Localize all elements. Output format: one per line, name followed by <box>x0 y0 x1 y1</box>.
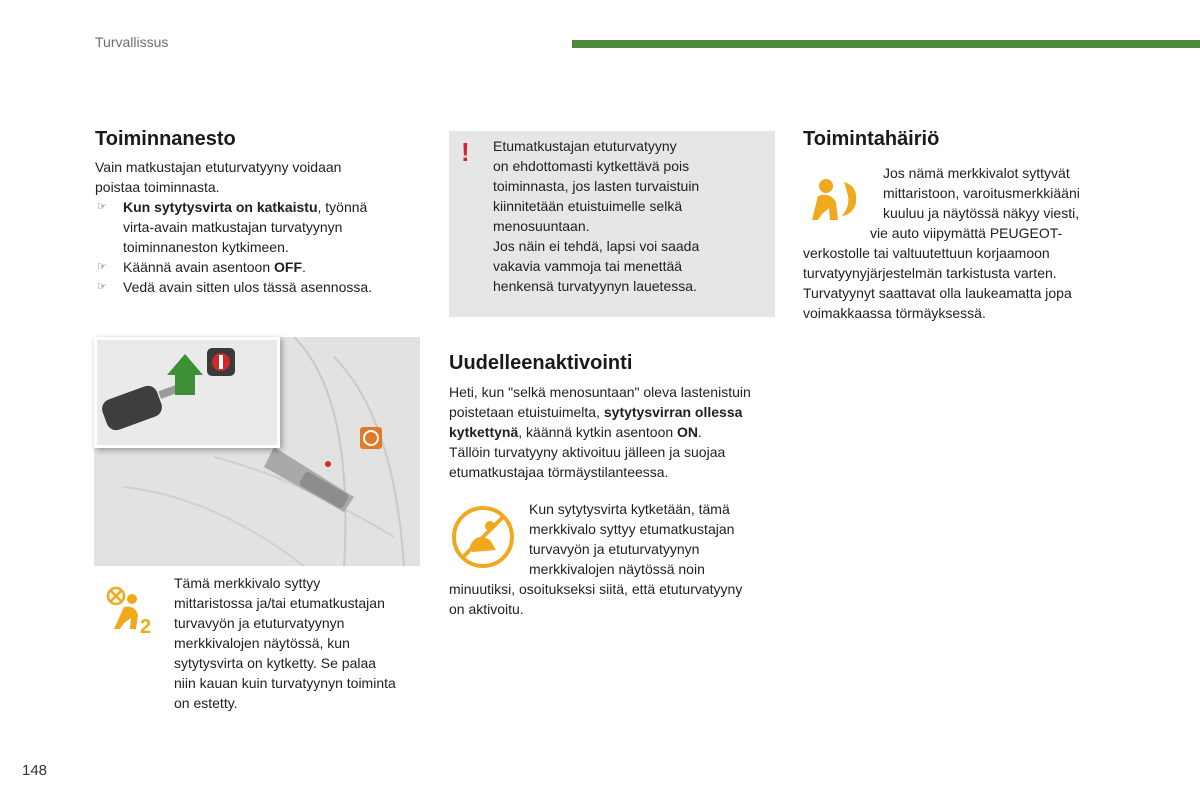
bullet-pointer-icon: ☞ <box>97 201 107 213</box>
bullet-pointer-icon: ☞ <box>97 261 107 273</box>
step1-line: toiminnaneston kytkimeen. <box>123 239 289 255</box>
step-item <box>95 277 425 297</box>
body-line: kuuluu ja näytössä näkyy viesti, <box>883 205 1080 221</box>
para-text: poistetaan etuistuimelta, <box>449 404 604 420</box>
warning-line: vakavia vammoja tai menettää <box>493 258 683 274</box>
body-line: vie auto viipymättä PEUGEOT- <box>870 225 1063 241</box>
col2-lamp-note <box>449 499 779 619</box>
title-toiminnanesto: Toiminnanesto <box>95 128 236 150</box>
para-text: . <box>698 424 702 440</box>
warning-line: Etumatkustajan etuturvatyyny <box>493 138 677 154</box>
step1-line: virta-avain matkustajan turvatyynyn <box>123 219 343 235</box>
col1-steps <box>95 197 425 297</box>
col1-intro-line: Vain matkustajan etuturvatyyny voidaan <box>95 159 342 175</box>
body-line: mittaristoon, varoitusmerkkiääni <box>883 185 1080 201</box>
lamp-note-line: turvavyön ja etuturvatyynyn <box>529 541 700 557</box>
para-bold: ON <box>677 424 699 440</box>
warning-line: henkensä turvatyynyn lauetessa. <box>493 278 697 294</box>
col1-intro-line: poistaa toiminnasta. <box>95 179 220 195</box>
body-line: verkostolle tai valtuutettuun korjaamoon <box>803 245 1050 261</box>
col1-body <box>95 157 425 297</box>
col1-lamp-note <box>174 573 434 713</box>
para-line: etumatkustajaa törmäystilanteessa. <box>449 464 669 480</box>
step-item <box>95 197 425 257</box>
warning-line: Jos näin ei tehdä, lapsi voi saada <box>493 238 700 254</box>
para-line <box>449 422 779 442</box>
step-item <box>95 257 425 277</box>
bullet-pointer-icon: ☞ <box>97 281 107 293</box>
warning-line: on ehdottomasti kytkettävä pois <box>493 158 690 174</box>
lamp-note-line: sytytysvirta on kytketty. Se palaa <box>174 655 377 671</box>
header-accent-bar <box>572 40 1200 48</box>
warning-line: kiinnitetään etuistuimelle selkä <box>493 198 683 214</box>
para-bold: sytytysvirran ollessa <box>603 404 743 420</box>
col3-body <box>803 163 1133 323</box>
body-line: Turvatyynyt saattavat olla laukeamatta jopa <box>803 285 1072 301</box>
warning-exclamation-icon: ! <box>461 137 470 167</box>
reactivation-paragraph <box>449 382 779 482</box>
step3-text: Vedä avain sitten ulos tässä asennossa. <box>123 279 373 295</box>
para-bold: kytkettynä <box>449 424 519 440</box>
title-uudelleenaktivointi: Uudelleenaktivointi <box>449 352 633 374</box>
step1-bold: Kun sytytysvirta on katkaistu <box>123 199 318 215</box>
lamp-note-line: merkkivalo syttyy etumatkustajan <box>529 521 735 537</box>
para-line: Heti, kun "selkä menosuntaan" oleva lastenistuin <box>449 384 751 400</box>
key-icon <box>97 340 277 445</box>
warning-text <box>493 136 768 296</box>
key-inset <box>94 337 280 448</box>
lamp-note-line: on aktivoitu. <box>449 601 524 617</box>
passenger-airbag-off-lamp-icon <box>102 585 160 637</box>
lamp-note-line: minuutiksi, osoitukseksi siitä, että etuturvatyyny <box>449 581 743 597</box>
body-line: Jos nämä merkkivalot syttyvät <box>883 165 1070 181</box>
lamp-note-line: on estetty. <box>174 695 238 711</box>
lamp-note-line: merkkivalojen näytössä, kun <box>174 635 350 651</box>
lamp-note-line: niin kauan kuin turvatyynyn toiminta <box>174 675 396 691</box>
lamp-note-line: merkkivalojen näytössä noin <box>529 561 705 577</box>
para-line: Tällöin turvatyyny aktivoituu jälleen ja suojaa <box>449 444 726 460</box>
warning-line: toiminnasta, jos lasten turvaistuin <box>493 178 700 194</box>
para-line <box>449 402 779 422</box>
step2-bold: OFF <box>274 259 303 275</box>
step2-pre: Käännä avain asentoon <box>123 259 275 275</box>
body-line: voimakkaassa törmäyksessä. <box>803 305 986 321</box>
warning-line: menosuuntaan. <box>493 218 590 234</box>
lamp-note-line: Kun sytytysvirta kytketään, tämä <box>529 501 730 517</box>
lamp-note-line: turvavyön ja etuturvatyynyn <box>174 615 345 631</box>
title-toimintahairio: Toimintahäiriö <box>803 128 940 150</box>
lamp-note-line: mittaristossa ja/tai etumatkustajan <box>174 595 385 611</box>
step1-rest: , työnnä <box>317 199 368 215</box>
step2-post: . <box>302 259 306 275</box>
svg-text:2: 2 <box>140 616 152 637</box>
para-text: , käännä kytkin asentoon <box>518 424 678 440</box>
page-number: 148 <box>22 762 48 779</box>
body-line: turvatyynyjärjestelmän tarkistusta varten. <box>803 265 1057 281</box>
section-label: Turvallissus <box>95 34 169 50</box>
lamp-note-line: Tämä merkkivalo syttyy <box>174 575 321 591</box>
